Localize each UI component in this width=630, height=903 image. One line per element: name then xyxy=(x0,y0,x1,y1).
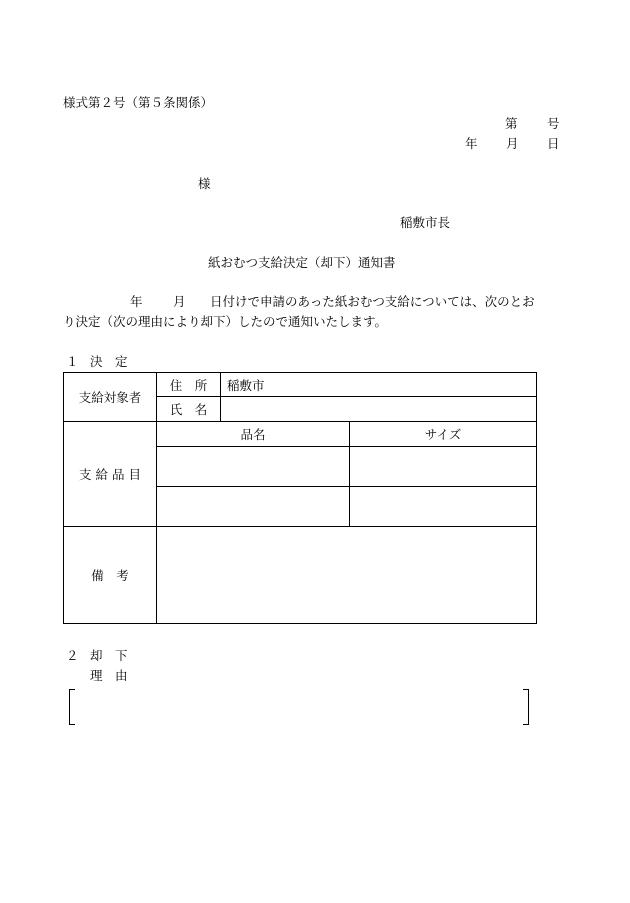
section2-label: 却 下 xyxy=(90,648,128,663)
date-year: 年 xyxy=(465,136,478,151)
col-size-header: サイズ xyxy=(350,422,537,447)
items-label: 支 給 品 目 xyxy=(64,422,157,527)
name-value[interactable] xyxy=(221,397,537,422)
size-cell-2[interactable] xyxy=(350,487,537,527)
decision-table xyxy=(63,372,537,624)
size-cell-1[interactable] xyxy=(350,447,537,487)
number-go: 号 xyxy=(547,116,560,131)
section1-number: １ xyxy=(66,354,79,369)
section1-label: 決 定 xyxy=(90,354,128,369)
recipient-label: 支給対象者 xyxy=(64,373,157,422)
address-label: 住 所 xyxy=(157,373,221,397)
item-cell-2[interactable] xyxy=(157,487,350,527)
body-year: 年 xyxy=(130,294,143,309)
col-item-header: 品名 xyxy=(157,422,350,447)
issuer: 稲敷市長 xyxy=(400,215,451,230)
addressee-suffix: 様 xyxy=(198,176,211,191)
right-bracket xyxy=(523,689,529,725)
section2-number: ２ xyxy=(66,648,79,663)
body-line2: り決定（次の理由により却下）したので通知いたします。 xyxy=(63,314,388,329)
body-line1-rest: 日付けで申請のあった紙おむつ支給については、次のとお xyxy=(210,294,535,309)
number-dai: 第 xyxy=(505,116,518,131)
body-month: 月 xyxy=(173,294,186,309)
item-cell-1[interactable] xyxy=(157,447,350,487)
form-label: 様式第２号（第５条関係） xyxy=(63,95,214,110)
address-value[interactable]: 稲敷市 xyxy=(221,373,537,397)
remarks-label: 備 考 xyxy=(64,527,157,624)
section2-sublabel: 理 由 xyxy=(90,668,128,683)
date-day: 日 xyxy=(547,136,560,151)
remarks-value[interactable] xyxy=(157,527,537,624)
document-title: 紙おむつ支給決定（却下）通知書 xyxy=(208,255,396,270)
date-month: 月 xyxy=(506,136,519,151)
name-label: 氏 名 xyxy=(157,397,221,422)
left-bracket xyxy=(69,689,75,725)
